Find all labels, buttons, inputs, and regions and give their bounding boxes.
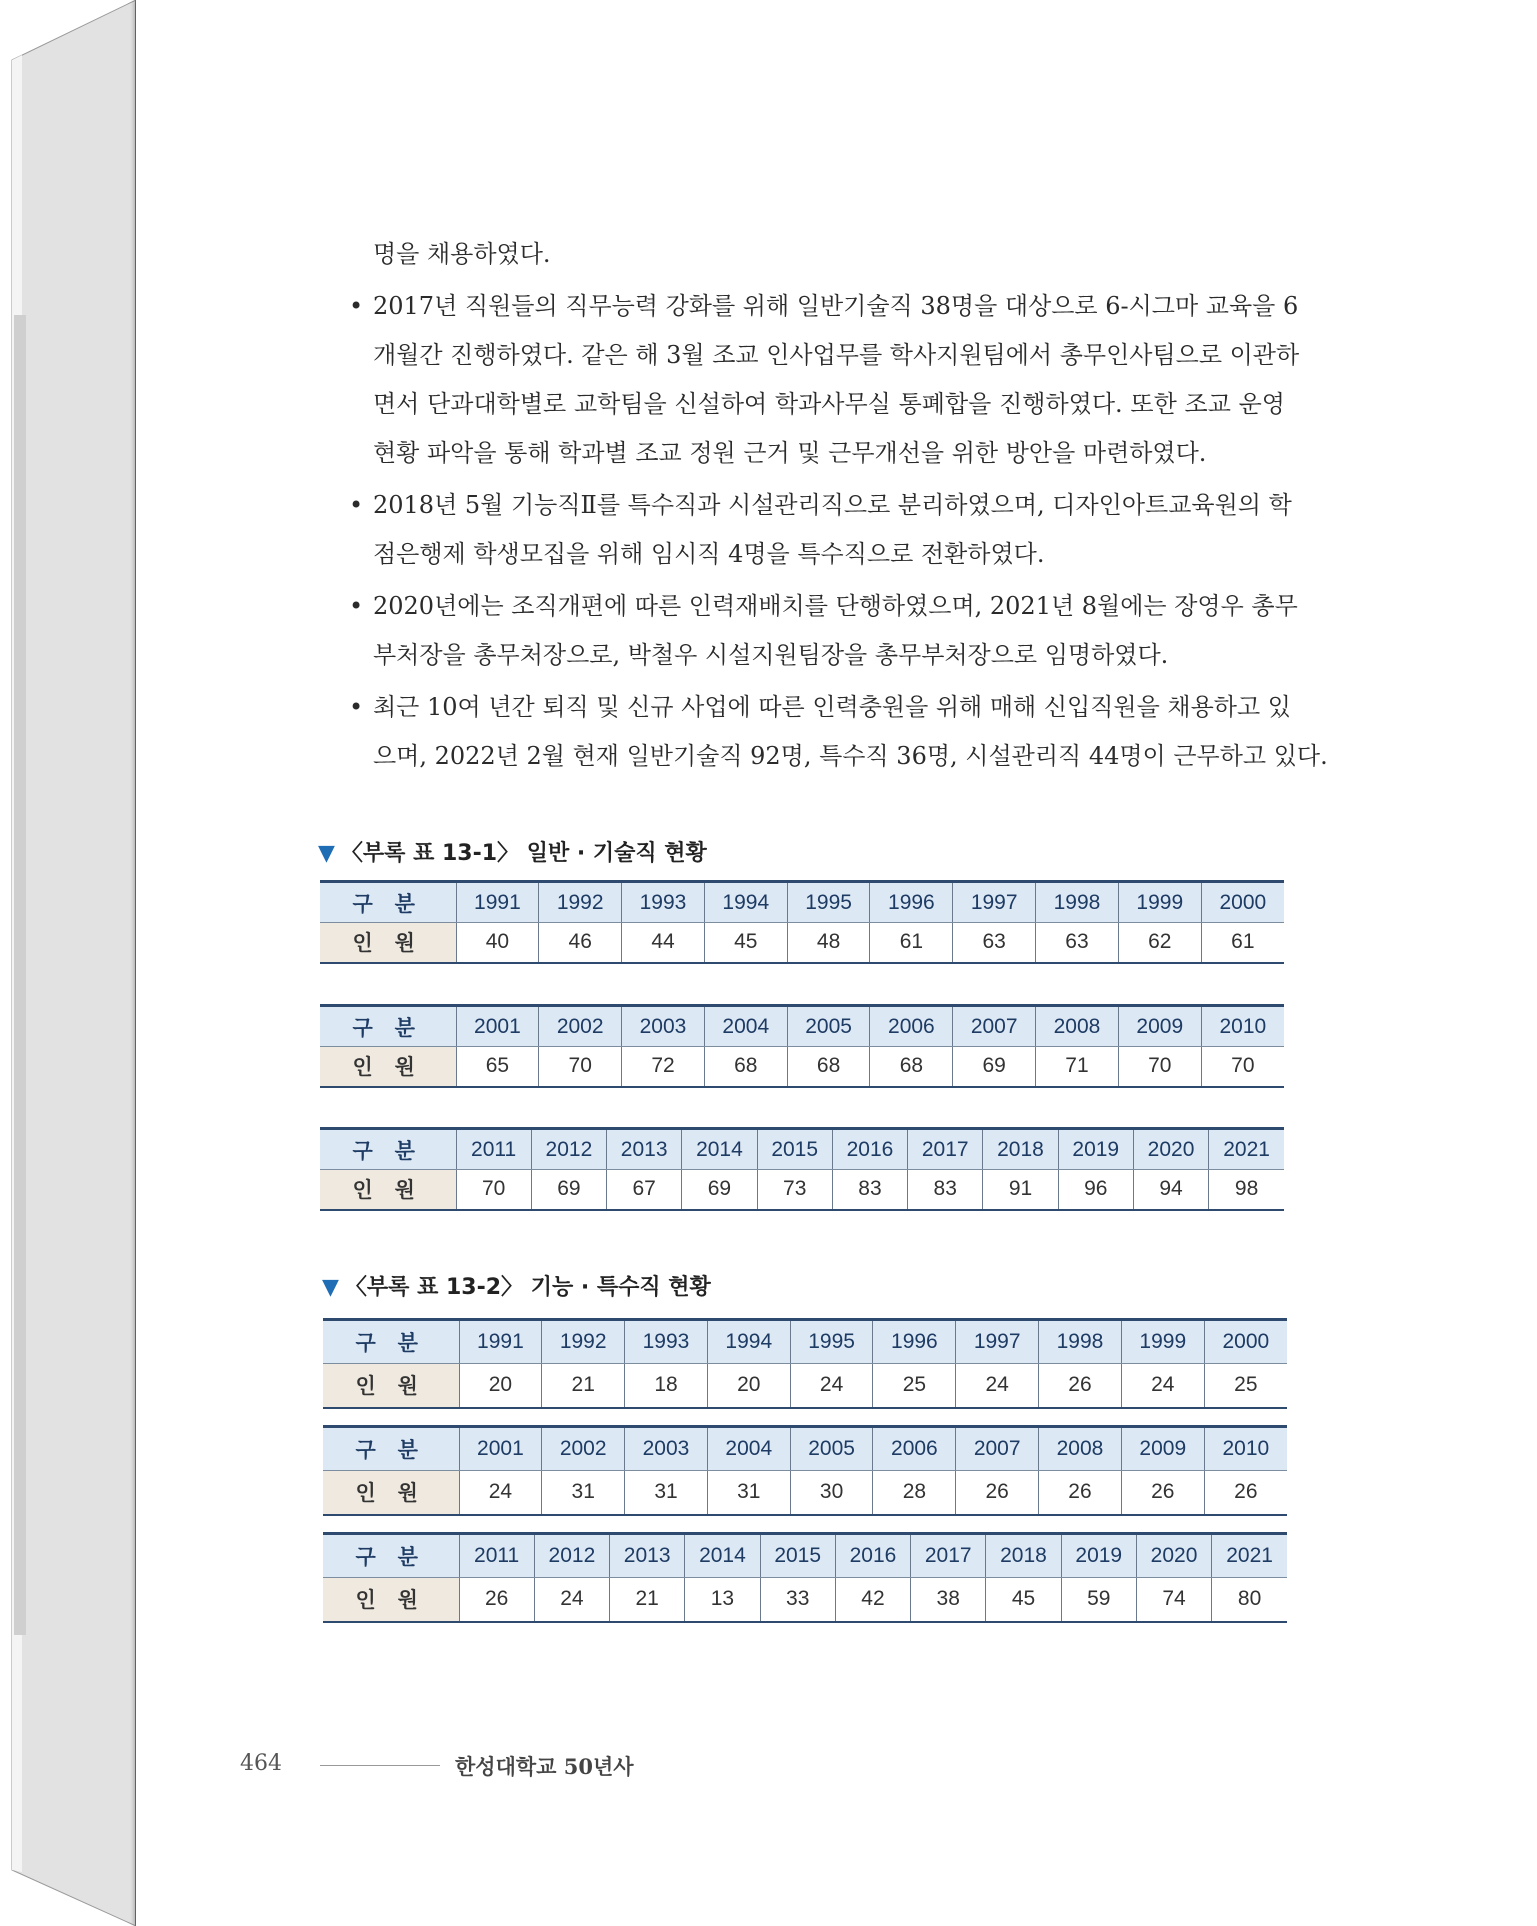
count-cell: 46 <box>539 923 622 963</box>
year-cell: 2007 <box>953 1006 1036 1047</box>
table2-block-3 <box>323 1532 1287 1623</box>
triangle-marker-icon: ▼ <box>318 841 335 866</box>
count-cell: 73 <box>757 1170 832 1210</box>
book-title: 한성대학교 50년사 <box>455 1754 634 1779</box>
year-cell: 2019 <box>1061 1534 1136 1578</box>
row-header-category: 구 분 <box>320 882 456 923</box>
year-cell: 2008 <box>1039 1427 1122 1471</box>
bullet-line: 2020년에는 조직개편에 따른 인력재배치를 단행하였으며, 2021년 8월에는 장영우 총무 <box>373 592 1298 620</box>
bullet-line: 개월간 진행하였다. 같은 해 3월 조교 인사업무를 학사지원팀에서 총무인사팀으로 이관하 <box>373 341 1300 369</box>
table2-title <box>322 1270 711 1301</box>
count-row <box>323 1364 1287 1408</box>
count-cell: 62 <box>1118 923 1201 963</box>
count-cell: 98 <box>1209 1170 1284 1210</box>
year-cell: 2013 <box>610 1534 685 1578</box>
year-cell: 2011 <box>456 1129 531 1170</box>
bullet-item <box>345 282 1300 478</box>
year-cell: 2018 <box>983 1129 1058 1170</box>
bullet-item <box>345 683 1328 781</box>
row-header-count: 인 원 <box>323 1471 459 1515</box>
year-row <box>320 1006 1284 1047</box>
year-cell: 2005 <box>787 1006 870 1047</box>
count-cell: 70 <box>1118 1047 1201 1087</box>
year-cell: 1993 <box>622 882 705 923</box>
count-cell: 48 <box>787 923 870 963</box>
count-cell: 70 <box>539 1047 622 1087</box>
count-cell: 18 <box>625 1364 708 1408</box>
count-cell: 26 <box>1121 1471 1204 1515</box>
count-cell: 72 <box>622 1047 705 1087</box>
year-cell: 1998 <box>1039 1320 1122 1364</box>
table1-title <box>318 836 707 867</box>
year-row <box>323 1320 1287 1364</box>
year-cell: 1994 <box>707 1320 790 1364</box>
year-cell: 2021 <box>1212 1534 1287 1578</box>
year-cell: 2009 <box>1118 1006 1201 1047</box>
year-cell: 1991 <box>456 882 539 923</box>
bullet-line: 2018년 5월 기능직Ⅱ를 특수직과 시설관리직으로 분리하였으며, 디자인아트교육원의 학 <box>373 491 1292 519</box>
count-cell: 65 <box>456 1047 539 1087</box>
count-cell: 42 <box>835 1578 910 1622</box>
count-cell: 40 <box>456 923 539 963</box>
year-cell: 2001 <box>456 1006 539 1047</box>
count-cell: 67 <box>607 1170 682 1210</box>
bullet-item <box>345 582 1298 680</box>
count-row <box>323 1471 1287 1515</box>
count-cell: 80 <box>1212 1578 1287 1622</box>
count-cell: 20 <box>459 1364 542 1408</box>
year-cell: 1998 <box>1036 882 1119 923</box>
year-row <box>323 1534 1287 1578</box>
count-cell: 63 <box>1036 923 1119 963</box>
year-cell: 2020 <box>1133 1129 1208 1170</box>
year-cell: 2017 <box>908 1129 983 1170</box>
table2-block-2 <box>323 1425 1287 1516</box>
footer-rule <box>320 1765 440 1766</box>
year-cell: 2014 <box>682 1129 757 1170</box>
row-header-category: 구 분 <box>323 1320 459 1364</box>
count-cell: 13 <box>685 1578 760 1622</box>
count-cell: 24 <box>1121 1364 1204 1408</box>
year-cell: 2018 <box>986 1534 1061 1578</box>
year-cell: 2014 <box>685 1534 760 1578</box>
count-cell: 31 <box>707 1471 790 1515</box>
year-cell: 2000 <box>1204 1320 1287 1364</box>
year-cell: 2007 <box>956 1427 1039 1471</box>
table2-block-1 <box>323 1318 1287 1409</box>
year-cell: 2000 <box>1201 882 1284 923</box>
bullet-line: 부처장을 총무처장으로, 박철우 시설지원팀장을 총무부처장으로 임명하였다. <box>373 641 1169 669</box>
count-cell: 91 <box>983 1170 1058 1210</box>
table1-block-1 <box>320 880 1284 964</box>
count-cell: 70 <box>456 1170 531 1210</box>
year-cell: 2001 <box>459 1427 542 1471</box>
year-cell: 1996 <box>870 882 953 923</box>
year-cell: 2005 <box>790 1427 873 1471</box>
year-cell: 2002 <box>539 1006 622 1047</box>
bullet-dot: • <box>349 693 364 721</box>
row-header-category: 구 분 <box>320 1129 456 1170</box>
count-cell: 61 <box>1201 923 1284 963</box>
row-header-category: 구 분 <box>323 1534 459 1578</box>
triangle-marker-icon: ▼ <box>322 1275 339 1300</box>
year-cell: 1992 <box>542 1320 625 1364</box>
year-cell: 2021 <box>1209 1129 1284 1170</box>
count-cell: 24 <box>459 1471 542 1515</box>
row-header-count: 인 원 <box>320 1170 456 1210</box>
bullet-line: 면서 단과대학별로 교학팀을 신설하여 학과사무실 통폐합을 진행하였다. 또한 조교 운영 <box>373 390 1285 418</box>
bullet-line: 현황 파악을 통해 학과별 조교 정원 근거 및 근무개선을 위한 방안을 마련하였다. <box>373 439 1207 467</box>
year-row <box>323 1427 1287 1471</box>
year-cell: 2004 <box>704 1006 787 1047</box>
count-cell: 30 <box>790 1471 873 1515</box>
year-cell: 2017 <box>911 1534 986 1578</box>
count-row <box>320 1170 1284 1210</box>
body-text <box>345 230 1328 781</box>
year-cell: 2009 <box>1121 1427 1204 1471</box>
count-cell: 44 <box>622 923 705 963</box>
count-cell: 21 <box>542 1364 625 1408</box>
count-cell: 69 <box>531 1170 606 1210</box>
bullet-dot: • <box>349 292 364 320</box>
count-cell: 68 <box>870 1047 953 1087</box>
row-header-category: 구 분 <box>323 1427 459 1471</box>
year-cell: 2011 <box>459 1534 534 1578</box>
count-cell: 25 <box>873 1364 956 1408</box>
count-cell: 45 <box>704 923 787 963</box>
count-cell: 96 <box>1058 1170 1133 1210</box>
year-cell: 2003 <box>625 1427 708 1471</box>
year-cell: 2004 <box>707 1427 790 1471</box>
paragraph-continuation: 명을 채용하였다. <box>373 240 551 268</box>
count-cell: 83 <box>832 1170 907 1210</box>
count-cell: 24 <box>956 1364 1039 1408</box>
count-cell: 26 <box>459 1578 534 1622</box>
year-cell: 2003 <box>622 1006 705 1047</box>
count-cell: 25 <box>1204 1364 1287 1408</box>
count-cell: 83 <box>908 1170 983 1210</box>
year-cell: 1997 <box>953 882 1036 923</box>
count-cell: 21 <box>610 1578 685 1622</box>
year-cell: 2002 <box>542 1427 625 1471</box>
year-cell: 2012 <box>534 1534 609 1578</box>
count-cell: 71 <box>1036 1047 1119 1087</box>
year-cell: 1995 <box>790 1320 873 1364</box>
count-cell: 59 <box>1061 1578 1136 1622</box>
count-cell: 63 <box>953 923 1036 963</box>
year-cell: 1995 <box>787 882 870 923</box>
year-cell: 2020 <box>1136 1534 1211 1578</box>
table1-block-3 <box>320 1127 1284 1211</box>
year-cell: 1997 <box>956 1320 1039 1364</box>
count-cell: 31 <box>542 1471 625 1515</box>
year-row <box>320 882 1284 923</box>
count-cell: 26 <box>1204 1471 1287 1515</box>
year-row <box>320 1129 1284 1170</box>
year-cell: 2019 <box>1058 1129 1133 1170</box>
bullet-line: 최근 10여 년간 퇴직 및 신규 사업에 따른 인력충원을 위해 매해 신입직원을 채용하고 있 <box>373 693 1291 721</box>
page-number: 464 <box>240 1751 282 1776</box>
count-cell: 61 <box>870 923 953 963</box>
year-cell: 1999 <box>1118 882 1201 923</box>
table1-title-text: 〈부록 표 13-1〉 일반 · 기술직 현황 <box>340 841 707 866</box>
row-header-count: 인 원 <box>320 1047 456 1087</box>
count-cell: 69 <box>682 1170 757 1210</box>
count-row <box>320 923 1284 963</box>
year-cell: 1992 <box>539 882 622 923</box>
count-row <box>320 1047 1284 1087</box>
year-cell: 2006 <box>873 1427 956 1471</box>
count-cell: 70 <box>1201 1047 1284 1087</box>
year-cell: 1996 <box>873 1320 956 1364</box>
count-cell: 24 <box>790 1364 873 1408</box>
bullet-item <box>345 481 1292 579</box>
count-cell: 68 <box>704 1047 787 1087</box>
count-cell: 68 <box>787 1047 870 1087</box>
count-cell: 31 <box>625 1471 708 1515</box>
year-cell: 1999 <box>1121 1320 1204 1364</box>
count-cell: 26 <box>956 1471 1039 1515</box>
year-cell: 2015 <box>760 1534 835 1578</box>
row-header-count: 인 원 <box>323 1578 459 1622</box>
year-cell: 2010 <box>1204 1427 1287 1471</box>
count-cell: 24 <box>534 1578 609 1622</box>
count-cell: 28 <box>873 1471 956 1515</box>
count-cell: 69 <box>953 1047 1036 1087</box>
bullet-line: 점은행제 학생모집을 위해 임시직 4명을 특수직으로 전환하였다. <box>373 540 1045 568</box>
year-cell: 2012 <box>531 1129 606 1170</box>
row-header-count: 인 원 <box>320 923 456 963</box>
count-cell: 38 <box>911 1578 986 1622</box>
row-header-category: 구 분 <box>320 1006 456 1047</box>
table2-title-text: 〈부록 표 13-2〉 기능 · 특수직 현황 <box>344 1275 711 1300</box>
bullet-dot: • <box>349 592 364 620</box>
count-cell: 45 <box>986 1578 1061 1622</box>
count-cell: 20 <box>707 1364 790 1408</box>
count-cell: 33 <box>760 1578 835 1622</box>
year-cell: 1993 <box>625 1320 708 1364</box>
year-cell: 2013 <box>607 1129 682 1170</box>
table1-block-2 <box>320 1004 1284 1088</box>
bullet-line: 으며, 2022년 2월 현재 일반기술직 92명, 특수직 36명, 시설관리직 44명이 근무하고 있다. <box>373 742 1328 770</box>
count-row <box>323 1578 1287 1622</box>
year-cell: 2006 <box>870 1006 953 1047</box>
year-cell: 2016 <box>832 1129 907 1170</box>
year-cell: 1994 <box>704 882 787 923</box>
count-cell: 26 <box>1039 1364 1122 1408</box>
bullet-dot: • <box>349 491 364 519</box>
bullet-line: 2017년 직원들의 직무능력 강화를 위해 일반기술직 38명을 대상으로 6-시그마 교육을 6 <box>373 292 1299 320</box>
count-cell: 94 <box>1133 1170 1208 1210</box>
year-cell: 2010 <box>1201 1006 1284 1047</box>
count-cell: 26 <box>1039 1471 1122 1515</box>
year-cell: 1991 <box>459 1320 542 1364</box>
year-cell: 2008 <box>1036 1006 1119 1047</box>
count-cell: 74 <box>1136 1578 1211 1622</box>
row-header-count: 인 원 <box>323 1364 459 1408</box>
year-cell: 2015 <box>757 1129 832 1170</box>
year-cell: 2016 <box>835 1534 910 1578</box>
